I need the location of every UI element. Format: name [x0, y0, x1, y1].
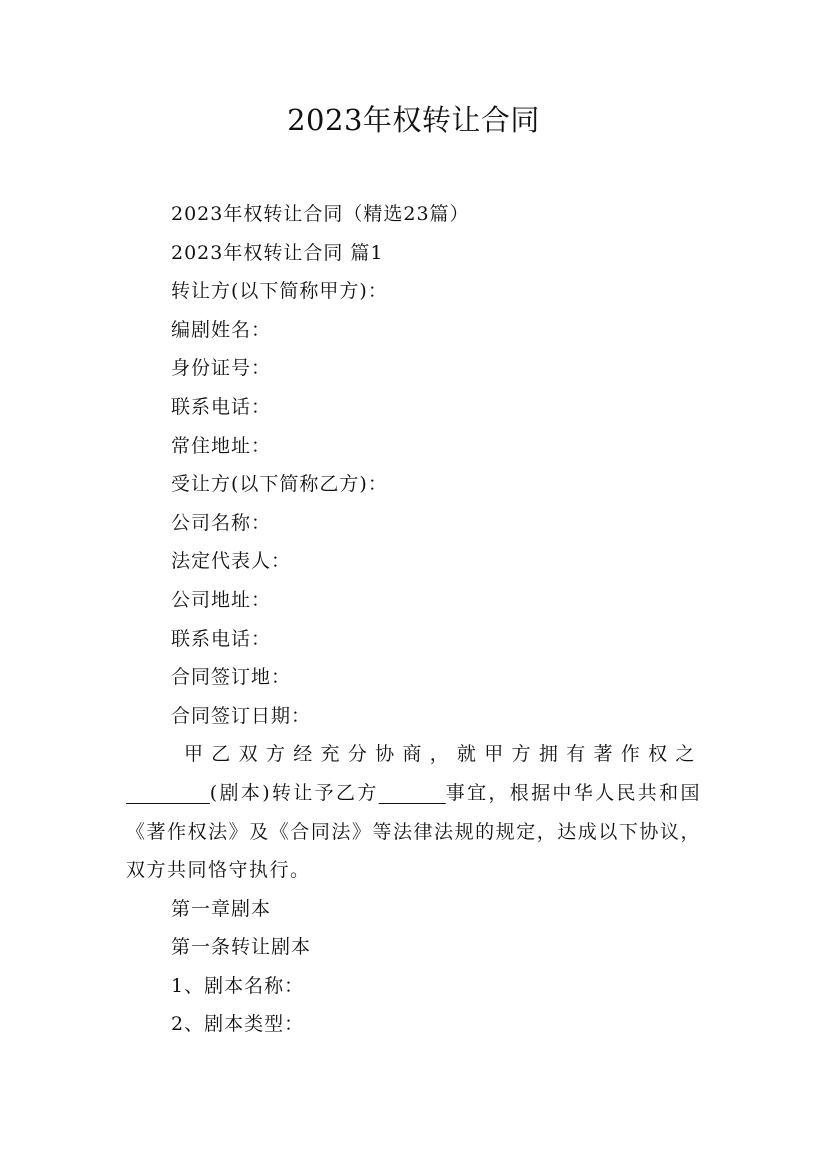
text-line: 2、剧本类型： [171, 1013, 305, 1036]
text-line: 编剧姓名： [171, 318, 272, 341]
paragraph-text: 甲乙双方经充分协商，就甲方拥有著作权之 [184, 743, 701, 766]
document-title: 2023年权转让合同 [287, 103, 540, 137]
text-line: 2023年权转让合同 篇1 [171, 241, 384, 264]
blank-field [126, 782, 210, 804]
text-line: 联系电话： [171, 627, 272, 650]
text-line: 受让方(以下简称乙方)： [171, 473, 388, 496]
text-line: 常住地址： [171, 434, 272, 457]
article-heading: 第一条转让剧本 [171, 936, 312, 959]
paragraph-text: 事宜，根据中华人民共和国《著作权法》及《合同法》等法律法规的规定，达成以下协议，双方共同恪守执行。 [126, 781, 701, 882]
text-line: 合同签订日期： [171, 704, 312, 727]
text-line: 公司地址： [171, 588, 272, 611]
text-line: 合同签订地： [171, 666, 292, 689]
text-line: 公司名称： [171, 511, 272, 534]
text-line: 身份证号： [171, 357, 272, 380]
text-line: 联系电话： [171, 395, 272, 418]
blank-field [379, 782, 446, 804]
text-line: 转让方(以下简称甲方)： [171, 280, 388, 303]
section-heading: 第一章剧本 [171, 897, 272, 920]
agreement-paragraph [126, 735, 701, 889]
document-body [126, 195, 701, 1044]
paragraph-text: (剧本)转让予乙方 [209, 781, 379, 804]
text-line: 1、剧本名称： [171, 974, 305, 997]
text-line: 法定代表人： [171, 550, 292, 573]
text-line: 2023年权转让合同（精选23篇） [171, 203, 470, 225]
